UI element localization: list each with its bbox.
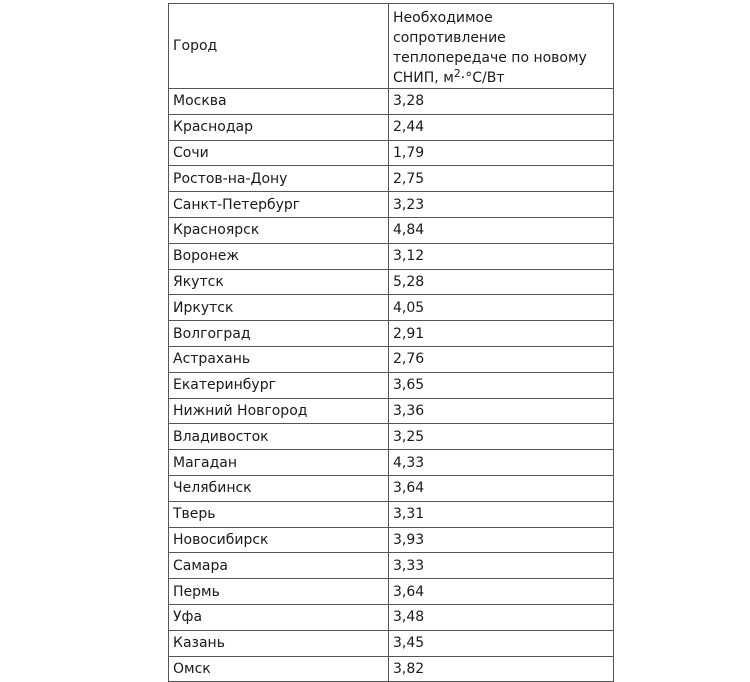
table-row (169, 346, 614, 372)
resistance-value-cell: 2,75 (389, 166, 614, 192)
header-resistance-text: Необходимое сопротивление теплопередаче по новому СНИП, м (393, 10, 587, 86)
city-cell: Уфа (169, 604, 389, 630)
resistance-value-cell: 2,91 (389, 321, 614, 347)
resistance-value-cell: 3,64 (389, 579, 614, 605)
resistance-value-cell: 1,79 (389, 140, 614, 166)
table-row (169, 553, 614, 579)
city-cell: Якутск (169, 269, 389, 295)
resistance-value-cell: 3,25 (389, 424, 614, 450)
resistance-value-cell: 3,48 (389, 604, 614, 630)
table-row (169, 166, 614, 192)
resistance-value-cell: 3,82 (389, 656, 614, 682)
header-resistance (389, 4, 614, 89)
table-row (169, 114, 614, 140)
table-row (169, 192, 614, 218)
city-cell: Иркутск (169, 295, 389, 321)
table-row (169, 140, 614, 166)
city-cell: Владивосток (169, 424, 389, 450)
resistance-value-cell: 4,05 (389, 295, 614, 321)
table-row (169, 501, 614, 527)
city-cell: Екатеринбург (169, 372, 389, 398)
city-cell: Новосибирск (169, 527, 389, 553)
table-row (169, 475, 614, 501)
city-cell: Магадан (169, 450, 389, 476)
table-row (169, 269, 614, 295)
table-row (169, 656, 614, 682)
resistance-value-cell: 3,36 (389, 398, 614, 424)
thermal-resistance-table (168, 3, 614, 682)
resistance-value-cell: 3,93 (389, 527, 614, 553)
city-cell: Волгоград (169, 321, 389, 347)
resistance-value-cell: 3,23 (389, 192, 614, 218)
table-row (169, 450, 614, 476)
city-cell: Омск (169, 656, 389, 682)
table-header-row (169, 4, 614, 89)
city-cell: Казань (169, 630, 389, 656)
table-row (169, 89, 614, 115)
table-body (169, 4, 614, 682)
table-row (169, 424, 614, 450)
table-row (169, 398, 614, 424)
table-row (169, 630, 614, 656)
header-resistance-unit: ·°С/Вт (460, 70, 505, 86)
city-cell: Москва (169, 89, 389, 115)
table-row (169, 217, 614, 243)
city-cell: Тверь (169, 501, 389, 527)
table-row (169, 527, 614, 553)
resistance-value-cell: 2,76 (389, 346, 614, 372)
city-cell: Воронеж (169, 243, 389, 269)
city-cell: Челябинск (169, 475, 389, 501)
table-row (169, 604, 614, 630)
table-row (169, 243, 614, 269)
table-row (169, 579, 614, 605)
resistance-value-cell: 4,84 (389, 217, 614, 243)
header-resistance-exponent: 2 (453, 67, 461, 80)
city-cell: Астрахань (169, 346, 389, 372)
city-cell: Сочи (169, 140, 389, 166)
city-cell: Санкт-Петербург (169, 192, 389, 218)
city-cell: Краснодар (169, 114, 389, 140)
table-row (169, 372, 614, 398)
resistance-value-cell: 3,65 (389, 372, 614, 398)
resistance-value-cell: 5,28 (389, 269, 614, 295)
city-cell: Ростов-на-Дону (169, 166, 389, 192)
resistance-value-cell: 3,31 (389, 501, 614, 527)
resistance-value-cell: 3,64 (389, 475, 614, 501)
resistance-value-cell: 3,33 (389, 553, 614, 579)
table-row (169, 321, 614, 347)
city-cell: Пермь (169, 579, 389, 605)
resistance-value-cell: 3,28 (389, 89, 614, 115)
city-cell: Нижний Новгород (169, 398, 389, 424)
resistance-value-cell: 2,44 (389, 114, 614, 140)
resistance-value-cell: 4,33 (389, 450, 614, 476)
header-city: Город (169, 4, 389, 89)
table-row (169, 295, 614, 321)
resistance-value-cell: 3,45 (389, 630, 614, 656)
city-cell: Самара (169, 553, 389, 579)
resistance-value-cell: 3,12 (389, 243, 614, 269)
city-cell: Красноярск (169, 217, 389, 243)
